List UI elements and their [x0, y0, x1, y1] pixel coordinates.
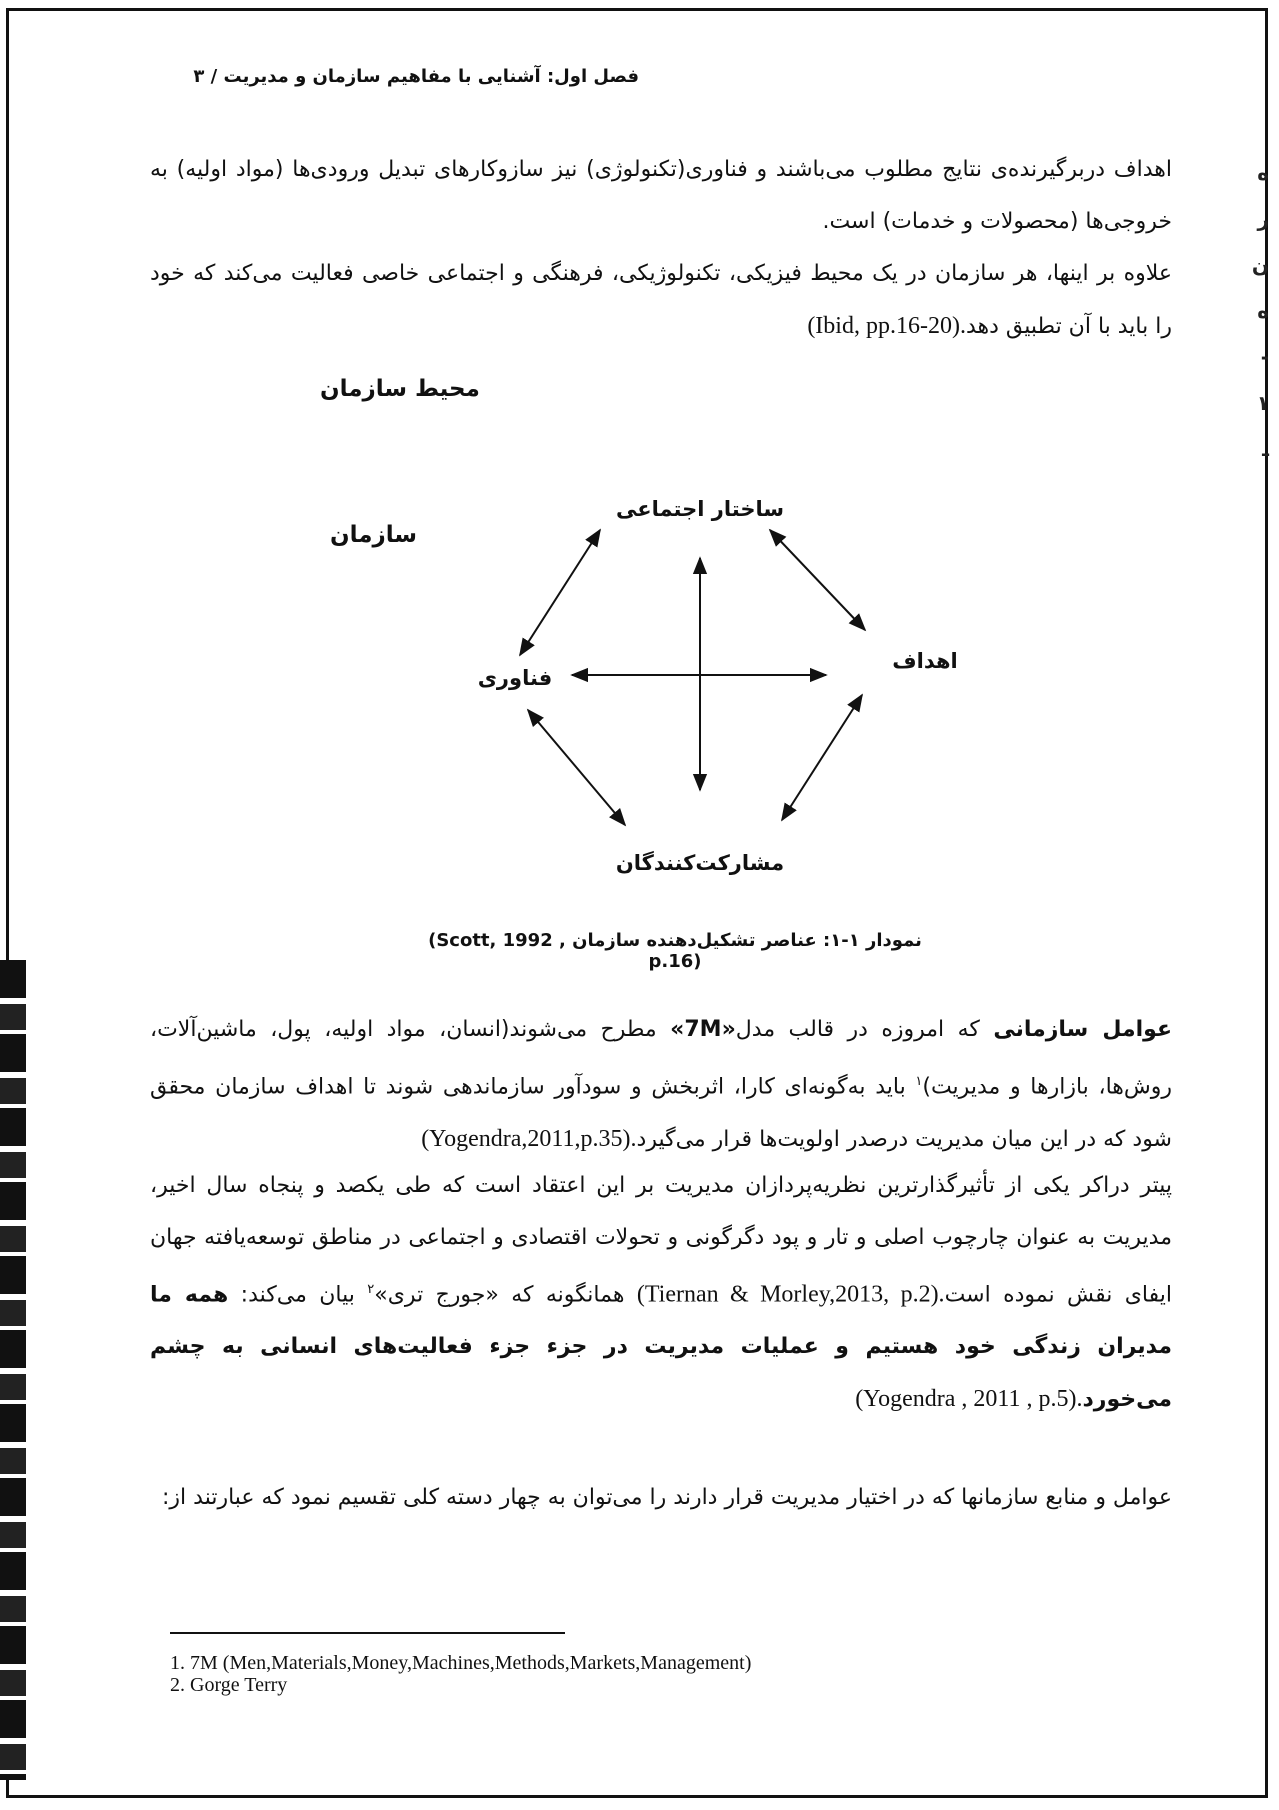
right-margin-fragments [1249, 150, 1269, 570]
edge-fragment: ه [1257, 161, 1269, 185]
paragraph-4-text-a: پیتر دراکر یکی از تأثیرگذارترین نظریه‌پردازان مدیریت بر این اعتقاد است که طی یکصد و پنجاه سال اخیر، مدیریت به عنوان چارچوب اصلی و تار و پود دگرگونی و تحولات اقتصادی و اجتماعی در مناطق توسعه‌یافته جهان ایفای نقش نموده است [150, 1173, 1172, 1308]
paragraph-3-text-b: مطرح می‌شوند(انسان، مواد اولیه، پول، ماشین‌آلات، روش‌ها، بازارها و مدیریت) [150, 1017, 1172, 1100]
citation: (Ibid, pp.16-20). [807, 313, 966, 339]
node-goals: اهداف [892, 649, 958, 673]
footnote-ref-2: ۲ [367, 1282, 375, 1297]
model-name: «7M» [670, 1017, 736, 1042]
node-participants: مشارکت‌کنندگان [615, 851, 785, 875]
arrow-goals-participants [782, 695, 862, 820]
paragraph-3-bold: عوامل سازمانی [993, 1017, 1172, 1042]
arrow-technology-participants [528, 710, 625, 825]
paragraph-2-text: علاوه بر اینها، هر سازمان در یک محیط فیزیکی، تکنولوژیکی، فرهنگی و اجتماعی خاصی فعالیت می‌کند که خود را باید با آن تطبیق دهد [150, 261, 1172, 339]
footnote-ref-1: ۱ [915, 1074, 923, 1089]
figure-caption [405, 930, 945, 972]
footnote-1: 1. 7M (Men,Materials,Money,Machines,Methods,Markets,Management) [170, 1652, 752, 1674]
citation: (Yogendra , 2011 , p.5). [855, 1386, 1083, 1413]
footnote-separator [170, 1632, 565, 1634]
paragraph-3-text-c: باید به‌گونه‌ای کارا، اثربخش و سودآور سازماندهی شوند تا اهداف سازمان محقق شود که در این میان مدیریت درصدر اولویت‌ها قرار می‌گیرد [150, 1074, 1172, 1153]
caption-citation: (Scott, 1992 , p.16) [428, 930, 702, 972]
caption-label: نمودار ۱-۱: عناصر تشکیل‌دهنده سازمان [572, 930, 922, 951]
paragraph-2 [150, 248, 1172, 353]
paragraph-3 [150, 1004, 1172, 1166]
organization-elements-diagram [300, 470, 1020, 900]
footnotes [170, 1652, 751, 1696]
environment-label: محیط سازمان [320, 376, 480, 402]
node-technology: فناوری [477, 666, 553, 690]
paragraph-4-text-c: بیان می‌کند: [228, 1282, 368, 1308]
paragraph-1: اهداف دربرگیرنده‌ی نتایج مطلوب می‌باشند و فناوری(تکنولوژی) نیز سازوکارهای تبدیل ورودی‌ها (مواد اولیه) به خروجی‌ها (محصولات و خدمات) است. [150, 157, 1172, 234]
edge-fragment: ه [1257, 299, 1269, 323]
paragraph-4 [150, 1160, 1172, 1426]
paragraph-3-text-a: که امروزه در قالب مدل [735, 1017, 994, 1042]
paragraph-4-text-b: همانگونه که «جورج تری» [374, 1282, 637, 1308]
citation: (Tiernan & Morley,2013, p.2). [636, 1281, 945, 1308]
arrow-social-goals [770, 530, 865, 630]
edge-fragment: ر [1257, 207, 1269, 231]
arrow-social-technology [520, 530, 600, 655]
footnote-2: 2. Gorge Terry [170, 1674, 288, 1696]
node-social-structure: ساختار اجتماعی [616, 497, 784, 521]
quote-bold: همه ما مدیران زندگی خود هستیم و عملیات مدیریت در جزء جزء فعالیت‌های انسانی به چشم می‌خورد [150, 1282, 1172, 1413]
citation: (Yogendra,2011,p.35). [421, 1126, 637, 1153]
edge-fragment: ـ [1262, 437, 1269, 461]
edge-fragment: ۱ [1256, 391, 1269, 415]
organization-label: سازمان [330, 522, 418, 548]
scan-binding-edge [0, 960, 26, 1780]
paragraph-5: عوامل و منابع سازمانها که در اختیار مدیریت قرار دارند را می‌توان به چهار دسته کلی تقسیم نمود که عبارتند از: [162, 1485, 1172, 1510]
edge-fragment: ن [1251, 253, 1269, 277]
edge-fragment: - [1260, 345, 1269, 369]
running-header: فصل اول: آشنایی با مفاهیم سازمان و مدیریت / ۳ [193, 66, 639, 87]
